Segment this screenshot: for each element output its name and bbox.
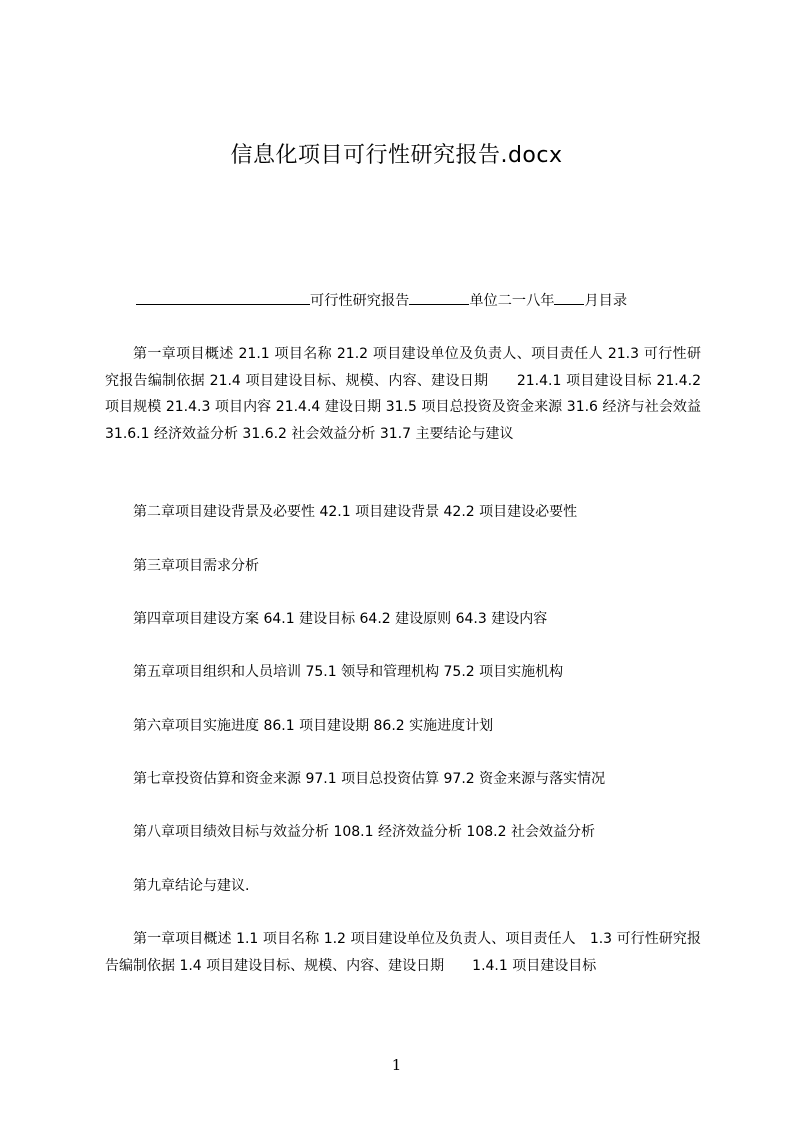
toc-paragraph-chapter-5: 第五章项目组织和人员培训 75.1 领导和管理机构 75.2 项目实施机构 — [133, 664, 564, 680]
body-paragraph-chapter-1: 第一章项目概述 1.1 项目名称 1.2 项目建设单位及负责人、项目责任人 1.3 可行性研究报告编制依据 1.4 项目建设目标、规模、内容、建设日期 1.4.1 项目建设目标 — [105, 931, 701, 974]
page-number: 1 — [391, 1056, 402, 1074]
toc-paragraph-chapter-3: 第三章项目需求分析 — [133, 558, 259, 574]
toc-paragraph-chapter-6: 第六章项目实施进度 86.1 项目建设期 86.2 实施进度计划 — [133, 718, 494, 734]
subtitle-unit-year: 单位二一八年 — [469, 293, 555, 309]
report-subtitle-line — [136, 290, 627, 312]
subtitle-report-name: 可行性研究报告 — [310, 293, 410, 309]
subtitle-month-toc: 月目录 — [584, 293, 628, 309]
document-title: 信息化项目可行性研究报告.docx — [230, 143, 563, 168]
toc-paragraph-chapter-2: 第二章项目建设背景及必要性 42.1 项目建设背景 42.2 项目建设必要性 — [133, 504, 578, 520]
blank-fill-line — [409, 290, 469, 305]
blank-fill-line — [136, 290, 310, 305]
toc-paragraph-chapter-8: 第八章项目绩效目标与效益分析 108.1 经济效益分析 108.2 社会效益分析 — [133, 824, 595, 840]
blank-fill-line — [554, 290, 584, 305]
toc-paragraph-chapter-7: 第七章投资估算和资金来源 97.1 项目总投资估算 97.2 资金来源与落实情况 — [133, 771, 606, 787]
toc-paragraph-chapter-4: 第四章项目建设方案 64.1 建设目标 64.2 建设原则 64.3 建设内容 — [133, 611, 548, 627]
toc-paragraph-chapter-9: 第九章结论与建议. — [133, 878, 250, 894]
toc-paragraph-chapter-1: 第一章项目概述 21.1 项目名称 21.2 项目建设单位及负责人、项目责任人 21.3 可行性研究报告编制依据 21.4 项目建设目标、规模、内容、建设日期 21.4.1 项目建设目标 21.4.2 项目规模 21.4.3 项目内容 21.4.4 建设日期 31.5 项目总投资及资金来源 31.6 经济与社会效益 31.6.1 经济效益分析 31.6.2 社会效益分析 31.7 主要结论与建议 — [105, 346, 701, 443]
